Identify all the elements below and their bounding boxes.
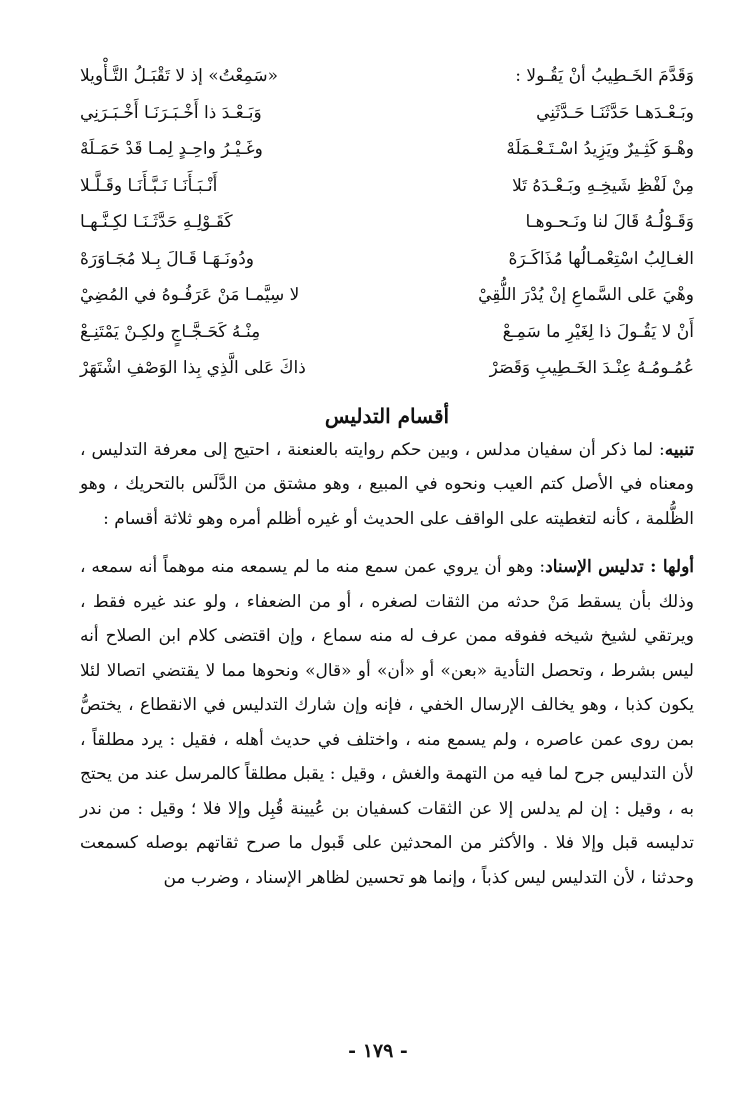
poem-verses	[80, 58, 694, 387]
verse-second-hemistich: ذاكَ عَلى الَّذِي بِذا الوَصْفِ اشْتَهَرْ	[80, 358, 306, 379]
verse-second-hemistich: مِنْـهُ كَحَـجَّـاجٍ ولكِـنْ يَمْتَنِـعْ	[80, 321, 261, 342]
verse-line	[80, 58, 694, 95]
prose-body	[80, 433, 694, 896]
verse-first-hemistich: وهْيَ عَلى السَّماعِ إنْ يُدْرَ اللُّقِيْ	[478, 285, 694, 306]
verse-line	[80, 95, 694, 132]
verse-first-hemistich: عُمُـومُـهُ عِنْـدَ الخَـطِيبِ وَقَصَرْ	[489, 358, 694, 379]
intro-text: : لما ذكر أن سفيان مدلس ، وبين حكم روايته بالعنعنة ، احتيج إلى معرفة التدليس ، ومعناه في الأصل كتم العيب ونحوه في المبيع ، وهو مشتق من الدَّلَس بالتحريك ، وهو الظُّلمة ، كأنه لتغطيته على الواقف على الحديث أو غيره أظلم أمره وهو ثلاثة أقسام :	[80, 439, 694, 529]
section-paragraph	[80, 550, 694, 895]
section-heading: أقسام التدليس	[324, 403, 450, 428]
verse-first-hemistich: وهْـوَ كَثِـيرٌ ويَزِيدُ اسْـتَـعْـمَلَهْ	[506, 139, 694, 160]
verse-second-hemistich: ودُونَـهَـا قَـالَ بِـلا مُجَـاوَرَهْ	[80, 248, 254, 269]
verse-line	[80, 314, 694, 351]
page-number: - ١٧٩ -	[348, 1040, 408, 1062]
verse-first-hemistich: الغـالِبُ اسْتِعْمـالُها مُذَاكَـرَهْ	[508, 248, 694, 269]
verse-second-hemistich: وغَـيْـرُ واحِـدٍ لِمـا قَدْ حَمَـلَهْ	[80, 139, 263, 160]
verse-line	[80, 204, 694, 241]
section-text: : وهو أن يروي عمن سمع منه ما لم يسمعه منه موهماً أنه سمعه ، وذلك بأن يسقط مَنْ حدثه من الثقات لصغره ، أو من الضعفاء ، ولو عند غيره فقط ، ويرتقي لشيخ شيخه ففوقه ممن عرف له منه سماع ، وإن اقتضى كلام ابن الصلاح أنه ليس بشرط ، وتحصل التأدية «بعن» أو «أن» أو «قال» ونحوها مما لا يقتضي اتصالا لئلا يكون كذبا ، وهو يخالف الإرسال الخفي ، فإنه وإن شارك التدليس في الانقطاع ، يختصُّ بمن روى عمن عاصره ، ولم يسمع منه ، واختلف في حديث أهله ، فقيل : يرد مطلقاً ، لأن التدليس جرح لما فيه من التهمة والغش ، وقيل : يقبل مطلقاً كالمرسل عند من يحتج به ، وقيل : إن لم يدلس إلا عن الثقات كسفيان بن عُيينة قُبِل وإلا فلا ؛ وقيل : من ندر تدليسه قبل وإلا فلا . والأكثر من المحدثين على قَبول ما صرح ثقاتهم بوصله كسمعت وحدثنا ، لأن التدليس ليس كذباً ، وإنما هو تحسين لظاهر الإسناد ، وضرب من	[80, 557, 694, 888]
verse-first-hemistich: وَقَدَّمَ الخَـطِيبُ أنْ يَقُـولا :	[515, 66, 694, 87]
verse-line	[80, 350, 694, 387]
verse-second-hemistich: «سَمِعْتُ» إذ لا تَقْبَـلُ التَّـأْويلا	[80, 66, 278, 87]
verse-line	[80, 241, 694, 278]
verse-first-hemistich: مِنْ لَفْظِ شَيخِـهِ وبَـعْـدَهُ تَلا	[512, 175, 694, 196]
verse-second-hemistich: أَنْـبَـأَنَـا نَـبَّـأَنَـا وقَـلَّـلا	[80, 175, 218, 196]
verse-first-hemistich: وَقَـوْلُـهُ قَالَ لنا ونَـحـوهـا	[525, 212, 694, 233]
verse-line	[80, 131, 694, 168]
section-lead: أولها : تدليس الإسناد	[545, 557, 695, 577]
verse-second-hemistich: لا سِيَّمـا مَنْ عَرَفُـوهُ في المُضِيْ	[80, 285, 300, 306]
verse-first-hemistich: أَنْ لا يَقُـولَ ذا لِغَيْرِ ما سَمِـعْ	[502, 321, 694, 342]
intro-lead: تنبيه	[664, 439, 694, 460]
verse-first-hemistich: وبَـعْـدَهـا حَدَّثَنَـا حَـدَّثَنِي	[536, 102, 694, 123]
verse-second-hemistich: وَبَـعْـدَ ذا أَخْـبَـرَنَـا أَخْـبَـرَنِي	[80, 102, 262, 123]
verse-line	[80, 168, 694, 205]
page-content	[80, 58, 694, 895]
verse-second-hemistich: كَقَـوْلِـهِ حَدَّثَـنَـا لكِـنَّـهـا	[80, 212, 233, 233]
intro-paragraph	[80, 433, 694, 537]
verse-line	[80, 277, 694, 314]
